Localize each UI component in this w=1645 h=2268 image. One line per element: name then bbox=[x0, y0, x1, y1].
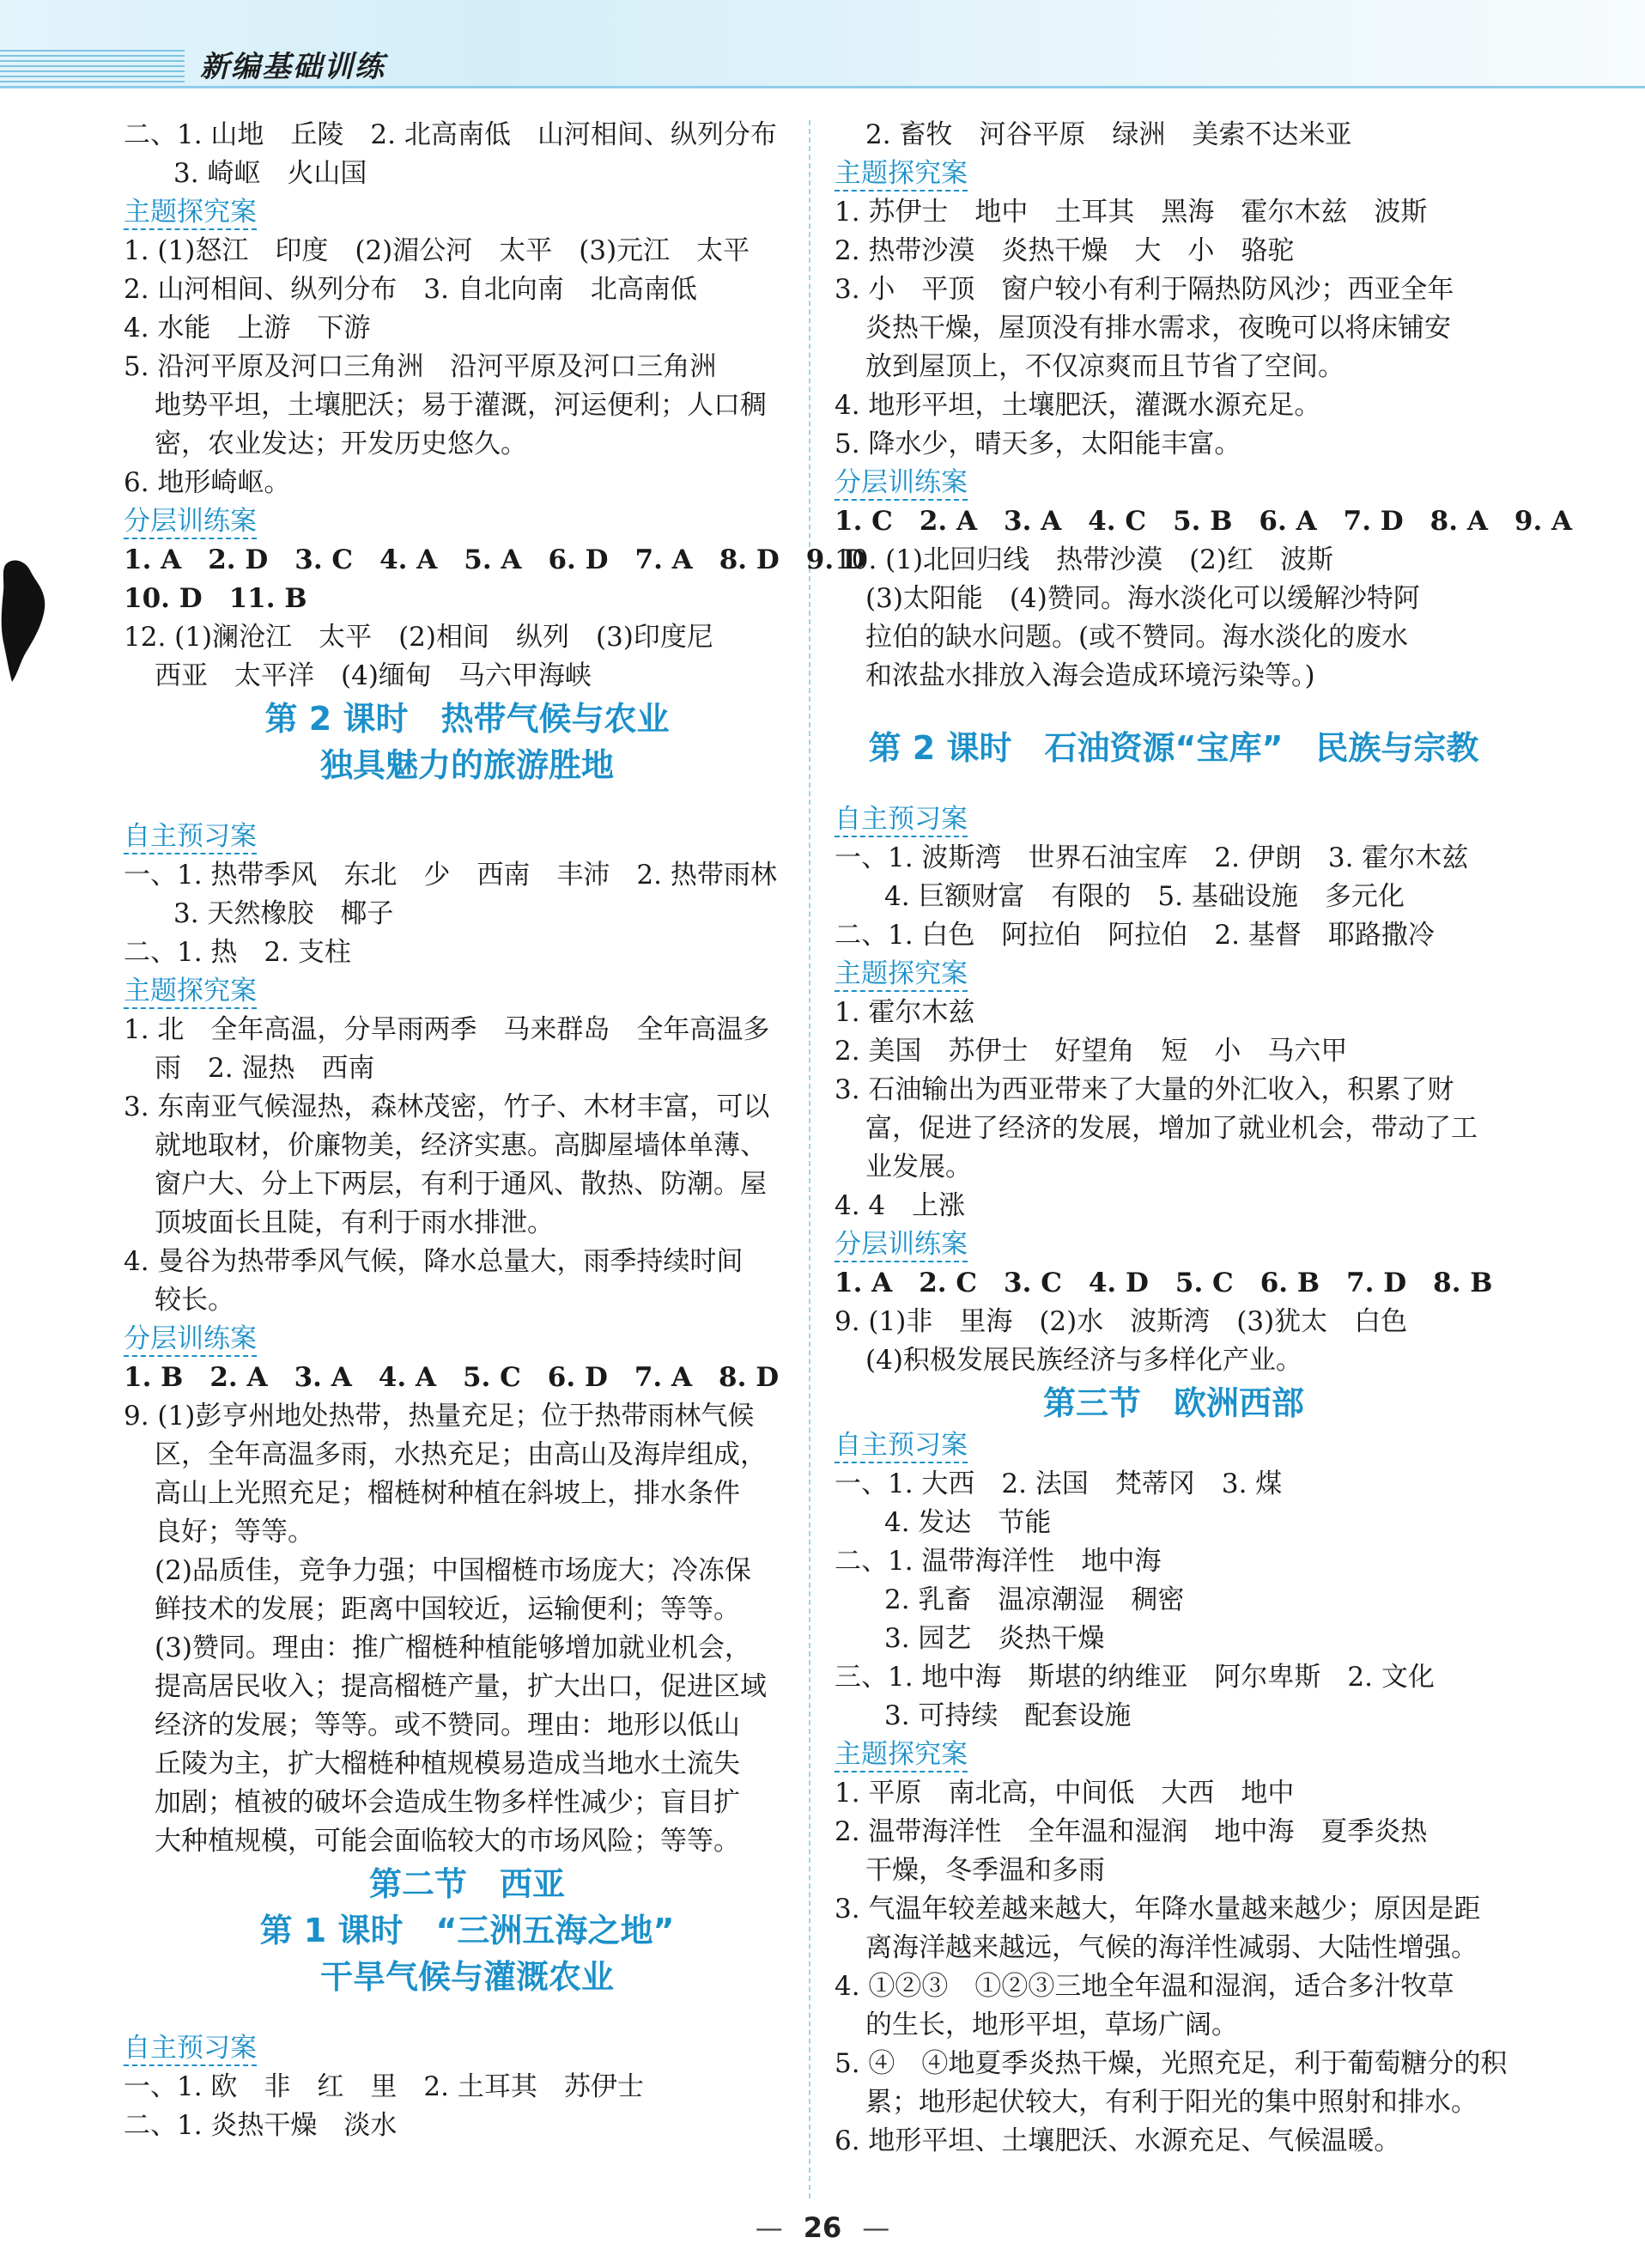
section-label bbox=[835, 1736, 1513, 1774]
lesson-heading: 第 2 课时 热带气候与农业 bbox=[264, 700, 670, 738]
answer-line: 良好；等等。 bbox=[155, 1517, 314, 1547]
section-label bbox=[835, 1426, 1513, 1465]
answer-line: 4. 发达 节能 bbox=[884, 1507, 1052, 1538]
section-label-text: 主题探究案 bbox=[835, 1739, 968, 1772]
answer-line: 3. 园艺 炎热干燥 bbox=[884, 1623, 1105, 1654]
answer-line: 二、1. 山地 丘陵 2. 北高南低 山河相间、纵列分布 bbox=[124, 119, 777, 150]
answer-line: 6. 地形平坦、土壤肥沃、水源充足、气候温暖。 bbox=[835, 2125, 1401, 2156]
answer-line: 9. (1)非 里海 (2)水 波斯湾 (3)犹太 白色 bbox=[835, 1306, 1408, 1337]
section-label bbox=[835, 155, 1513, 193]
section-label-text: 分层训练案 bbox=[124, 506, 257, 539]
spacer bbox=[124, 2000, 810, 2029]
section-label-text: 自主预习案 bbox=[835, 1430, 968, 1463]
answer-line: 富，促进了经济的发展，增加了就业机会，带动了工 bbox=[865, 1113, 1478, 1144]
section-label-text: 分层训练案 bbox=[835, 467, 968, 501]
answer-line: 4. ①②③ ①②③三地全年温和湿润，适合多汁牧草 bbox=[835, 1971, 1454, 2002]
answer-line: 4. 水能 上游 下游 bbox=[124, 313, 371, 344]
right-column bbox=[835, 116, 1573, 2161]
header-title: 新编基础训练 bbox=[200, 50, 385, 84]
answer-line: 的生长，地形平坦，草场广阔。 bbox=[865, 2010, 1238, 2040]
answer-line: 一、1. 欧 非 红 里 2. 土耳其 苏伊士 bbox=[124, 2071, 644, 2102]
answer-line: 3. 天然橡胶 椰子 bbox=[173, 898, 394, 929]
section-label-text: 主题探究案 bbox=[124, 197, 257, 230]
answer-line: 3. 崎岖 火山国 bbox=[173, 158, 367, 189]
answer-line: 较长。 bbox=[155, 1285, 234, 1316]
answer-line: 高山上光照充足；榴梿树种植在斜坡上，排水条件 bbox=[155, 1478, 740, 1509]
answer-line: 12. (1)澜沧江 太平 (2)相间 纵列 (3)印度尼 bbox=[124, 622, 713, 653]
answer-line: 4. 曼谷为热带季风气候，降水总量大，雨季持续时间 bbox=[124, 1246, 744, 1277]
section-label bbox=[124, 1320, 810, 1359]
answer-line: 二、1. 白色 阿拉伯 阿拉伯 2. 基督 耶路撒冷 bbox=[835, 920, 1435, 951]
lesson-heading: 干旱气候与灌溉农业 bbox=[319, 1958, 614, 1996]
answer-line: 二、1. 温带海洋性 地中海 bbox=[835, 1546, 1162, 1577]
section-label-text: 自主预习案 bbox=[835, 804, 968, 837]
answer-key-line: 1. A 2. C 3. C 4. D 5. C 6. B 7. D 8. B bbox=[835, 1268, 1493, 1298]
section-label-text: 分层训练案 bbox=[124, 1323, 257, 1357]
header-rule bbox=[0, 86, 1645, 88]
answer-line: 密，农业发达；开发历史悠久。 bbox=[155, 429, 527, 459]
answer-key-line: 1. C 2. A 3. A 4. C 5. B 6. A 7. D 8. A 9. A bbox=[835, 506, 1573, 537]
lesson-heading: 第 1 课时 “三洲五海之地” bbox=[259, 1912, 675, 1949]
section-label bbox=[835, 800, 1513, 839]
section-label bbox=[835, 955, 1513, 994]
section-label bbox=[124, 502, 810, 541]
answer-line: 提高居民收入；提高榴梿产量，扩大出口，促进区域 bbox=[155, 1671, 767, 1702]
answer-line: 1. (1)怒江 印度 (2)湄公河 太平 (3)元江 太平 bbox=[124, 235, 750, 266]
header-stripes bbox=[0, 50, 185, 86]
answer-line: (3)赞同。理由：推广榴梿种植能够增加就业机会， bbox=[155, 1633, 751, 1663]
answer-line: 9. (1)彭亨州地处热带，热量充足；位于热带雨林气候 bbox=[124, 1401, 755, 1432]
section-label-text: 自主预习案 bbox=[124, 821, 257, 854]
lesson-heading: 第 2 课时 石油资源“宝库” 民族与宗教 bbox=[868, 729, 1479, 767]
section-label bbox=[124, 972, 810, 1011]
section-label-text: 分层训练案 bbox=[835, 1229, 968, 1262]
answer-line: 离海洋越来越远，气候的海洋性减弱、大陆性增强。 bbox=[865, 1932, 1478, 1963]
section-label bbox=[124, 818, 810, 856]
answer-line: 窗户大、分上下两层，有利于通风、散热、防潮。屋 bbox=[155, 1169, 767, 1200]
section-label bbox=[124, 2029, 810, 2068]
answer-line: 区，全年高温多雨，水热充足；由高山及海岸组成， bbox=[155, 1439, 767, 1470]
answer-line: 加剧；植被的破坏会造成生物多样性减少；盲目扩 bbox=[155, 1787, 740, 1818]
answer-line: 三、1. 地中海 斯堪的纳维亚 阿尔卑斯 2. 文化 bbox=[835, 1662, 1435, 1693]
spacer bbox=[835, 696, 1513, 725]
lesson-heading: 独具魅力的旅游胜地 bbox=[319, 746, 614, 784]
answer-line: 10. (1)北回归线 热带沙漠 (2)红 波斯 bbox=[835, 544, 1333, 575]
answer-line: 2. 美国 苏伊士 好望角 短 小 马六甲 bbox=[835, 1036, 1348, 1067]
answer-line: 一、1. 热带季风 东北 少 西南 丰沛 2. 热带雨林 bbox=[124, 860, 777, 891]
answer-line: 5. 降水少，晴天多，太阳能丰富。 bbox=[835, 429, 1241, 459]
answer-line: 3. 石油输出为西亚带来了大量的外汇收入，积累了财 bbox=[835, 1074, 1454, 1105]
answer-line: 2. 畜牧 河谷平原 绿洲 美索不达米亚 bbox=[865, 119, 1352, 150]
answer-line: 1. 苏伊士 地中 土耳其 黑海 霍尔木兹 波斯 bbox=[835, 197, 1428, 228]
answer-key-line: 10. D 11. B bbox=[124, 583, 307, 614]
left-column bbox=[124, 116, 866, 2145]
lesson-heading: 第二节 西亚 bbox=[368, 1865, 565, 1903]
answer-line: (4)积极发展民族经济与多样化产业。 bbox=[865, 1345, 1302, 1376]
section-label-text: 自主预习案 bbox=[124, 2033, 257, 2066]
page-number: — 26 — bbox=[0, 2211, 1645, 2244]
answer-line: 放到屋顶上，不仅凉爽而且节省了空间。 bbox=[865, 351, 1345, 382]
answer-line: 5. ④ ④地夏季炎热干燥，光照充足，利于葡萄糖分的积 bbox=[835, 2048, 1508, 2079]
answer-line: 3. 东南亚气候湿热，森林茂密，竹子、木材丰富，可以 bbox=[124, 1091, 770, 1122]
answer-line: 就地取材，价廉物美，经济实惠。高脚屋墙体单薄、 bbox=[155, 1130, 767, 1161]
answer-line: 西亚 太平洋 (4)缅甸 马六甲海峡 bbox=[155, 660, 592, 691]
ink-blot-mark bbox=[0, 556, 48, 685]
answer-line: 拉伯的缺水问题。(或不赞同。海水淡化的废水 bbox=[865, 622, 1409, 653]
answer-line: 一、1. 大西 2. 法国 梵蒂冈 3. 煤 bbox=[835, 1468, 1283, 1499]
spacer bbox=[124, 788, 810, 818]
answer-line: 3. 小 平顶 窗户较小有利于隔热防风沙；西亚全年 bbox=[835, 274, 1454, 305]
answer-line: 2. 温带海洋性 全年温和湿润 地中海 夏季炎热 bbox=[835, 1816, 1428, 1847]
answer-line: 2. 乳畜 温凉潮湿 稠密 bbox=[884, 1584, 1185, 1615]
answer-line: 4. 巨额财富 有限的 5. 基础设施 多元化 bbox=[884, 881, 1405, 912]
lesson-heading: 第三节 欧洲西部 bbox=[1042, 1384, 1304, 1422]
answer-line: 4. 4 上涨 bbox=[835, 1190, 966, 1221]
section-label bbox=[124, 193, 810, 232]
answer-line: 顶坡面长且陡，有利于雨水排泄。 bbox=[155, 1207, 554, 1238]
answer-line: 3. 气温年较差越来越大，年降水量越来越少；原因是距 bbox=[835, 1894, 1481, 1924]
answer-line: 二、1. 热 2. 支柱 bbox=[124, 937, 351, 968]
answer-line: 一、1. 波斯湾 世界石油宝库 2. 伊朗 3. 霍尔木兹 bbox=[835, 842, 1469, 873]
answer-line: 大种植规模，可能会面临较大的市场风险；等等。 bbox=[155, 1826, 740, 1857]
answer-line: 和浓盐水排放入海会造成环境污染等。) bbox=[865, 660, 1315, 691]
answer-line: 累；地形起伏较大，有利于阳光的集中照射和排水。 bbox=[865, 2087, 1478, 2118]
answer-line: 3. 可持续 配套设施 bbox=[884, 1700, 1132, 1731]
answer-line: 雨 2. 湿热 西南 bbox=[155, 1053, 375, 1084]
answer-line: 业发展。 bbox=[865, 1152, 972, 1183]
answer-line: 炎热干燥，屋顶没有排水需求，夜晚可以将床铺安 bbox=[865, 313, 1451, 344]
answer-line: 1. 霍尔木兹 bbox=[835, 997, 975, 1028]
answer-line: 丘陵为主，扩大榴梿种植规模易造成当地水土流失 bbox=[155, 1748, 740, 1779]
section-label bbox=[835, 464, 1513, 502]
section-label-text: 主题探究案 bbox=[124, 976, 257, 1009]
answer-line: 2. 热带沙漠 炎热干燥 大 小 骆驼 bbox=[835, 235, 1295, 266]
answer-line: (2)品质佳，竞争力强；中国榴梿市场庞大；冷冻保 bbox=[155, 1555, 751, 1586]
answer-key-line: 1. A 2. D 3. C 4. A 5. A 6. D 7. A 8. D 9. D bbox=[124, 544, 866, 575]
answer-line: 6. 地形崎岖。 bbox=[124, 467, 291, 498]
answer-line: 1. 平原 南北高，中间低 大西 地中 bbox=[835, 1778, 1295, 1809]
answer-key-line: 1. B 2. A 3. A 4. A 5. C 6. D 7. A 8. D bbox=[124, 1362, 780, 1393]
answer-line: 二、1. 炎热干燥 淡水 bbox=[124, 2110, 398, 2141]
answer-line: 经济的发展；等等。或不赞同。理由：地形以低山 bbox=[155, 1710, 740, 1741]
spacer bbox=[835, 771, 1513, 800]
section-label-text: 主题探究案 bbox=[835, 958, 968, 992]
answer-line: 地势平坦，土壤肥沃；易于灌溉，河运便利；人口稠 bbox=[155, 390, 767, 421]
answer-line: 2. 山河相间、纵列分布 3. 自北向南 北高南低 bbox=[124, 274, 697, 305]
answer-line: 1. 北 全年高温，分旱雨两季 马来群岛 全年高温多 bbox=[124, 1014, 770, 1045]
section-label-text: 主题探究案 bbox=[835, 158, 968, 192]
answer-line: 干燥，冬季温和多雨 bbox=[865, 1855, 1105, 1886]
section-label bbox=[835, 1225, 1513, 1264]
answer-line: 鲜技术的发展；距离中国较近，运输便利；等等。 bbox=[155, 1594, 740, 1625]
answer-line: 4. 地形平坦，土壤肥沃，灌溉水源充足。 bbox=[835, 390, 1321, 421]
answer-line: (3)太阳能 (4)赞同。海水淡化可以缓解沙特阿 bbox=[865, 583, 1420, 614]
answer-line: 5. 沿河平原及河口三角洲 沿河平原及河口三角洲 bbox=[124, 351, 717, 382]
